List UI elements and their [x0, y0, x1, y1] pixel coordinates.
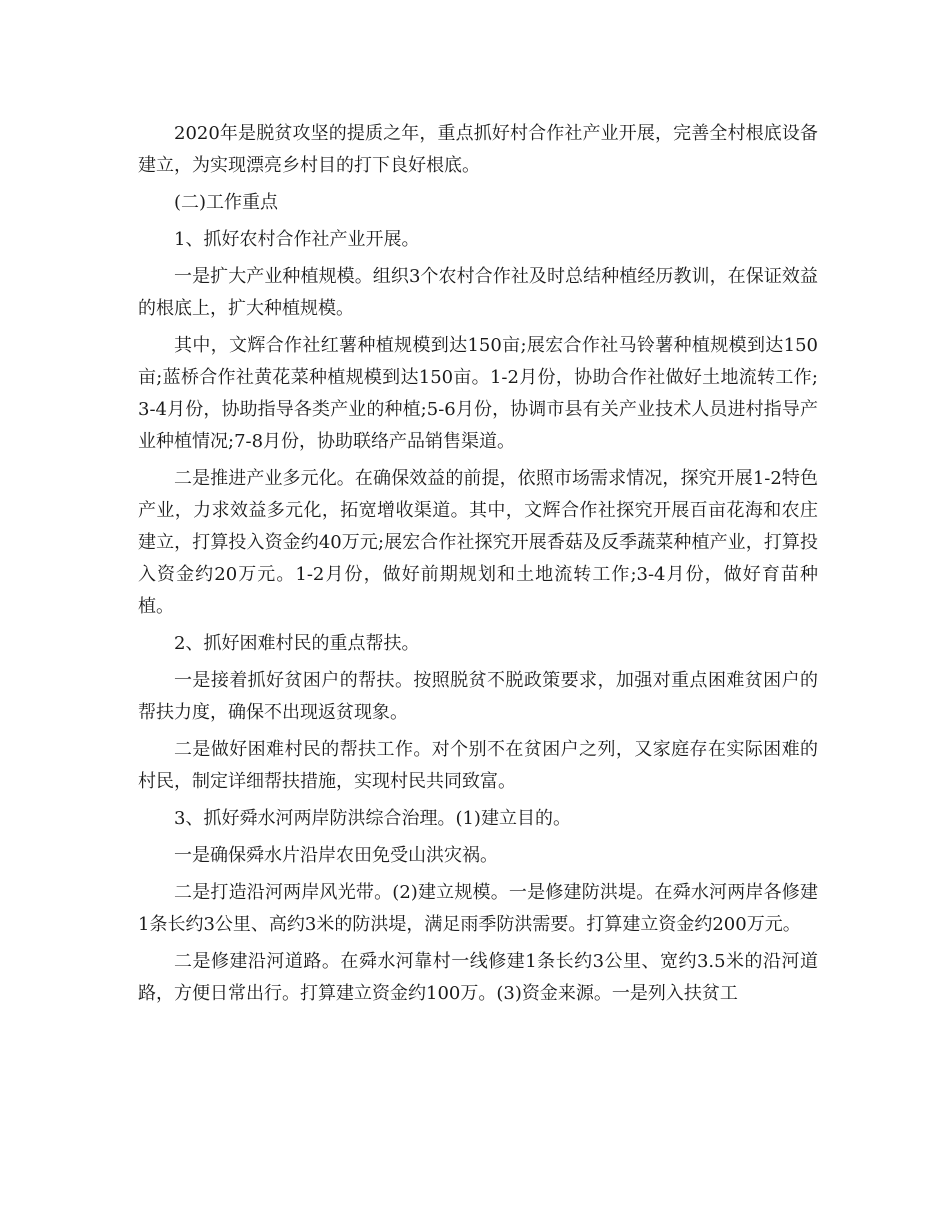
paragraph: 一是扩大产业种植规模。组织3个农村合作社及时总结种植经历教训，在保证效益的根底上，扩大种植规模。: [138, 266, 818, 319]
subsection-heading: 1、抓好农村合作社产业开展。: [174, 229, 420, 250]
document-body: [138, 118, 818, 1015]
paragraph: 其中，文辉合作社红薯种植规模到达150亩;展宏合作社马铃薯种植规模到达150亩;蓝桥合作社黄花菜种植规模到达150亩。1-2月份，协助合作社做好土地流转工作;3-4月份，协助指导各类产业的种植;5-6月份，协调市县有关产业技术人员进村指导产业种植情况;7-8月份，协助联络产品销售渠道。: [138, 335, 818, 452]
section-heading: (二)工作重点: [174, 192, 279, 213]
paragraph: 二是推进产业多元化。在确保效益的前提，依照市场需求情况，探究开展1-2特色产业，力求效益多元化，拓宽增收渠道。其中，文辉合作社探究开展百亩花海和农庄建立，打算投入资金约40万元;展宏合作社探究开展香菇及反季蔬菜种植产业，打算投入资金约20万元。1-2月份，做好前期规划和土地流转工作;3-4月份，做好育苗种植。: [138, 468, 818, 617]
subsection-heading: 2、抓好困难村民的重点帮扶。: [174, 633, 420, 654]
paragraph: 二是打造沿河两岸风光带。(2)建立规模。一是修建防洪堤。在舜水河两岸各修建1条长约3公里、高约3米的防洪堤，满足雨季防洪需要。打算建立资金约200万元。: [138, 882, 818, 935]
paragraph: 2020年是脱贫攻坚的提质之年，重点抓好村合作社产业开展，完善全村根底设备建立，为实现漂亮乡村目的打下良好根底。: [138, 123, 818, 176]
paragraph: 二是做好困难村民的帮扶工作。对个别不在贫困户之列，又家庭存在实际困难的村民，制定详细帮扶措施，实现村民共同致富。: [138, 739, 818, 792]
paragraph: 一是接着抓好贫困户的帮扶。按照脱贫不脱政策要求，加强对重点困难贫困户的帮扶力度，确保不出现返贫现象。: [138, 670, 818, 723]
paragraph: 二是修建沿河道路。在舜水河靠村一线修建1条长约3公里、宽约3.5米的沿河道路，方便日常出行。打算建立资金约100万。(3)资金来源。一是列入扶贫工: [138, 951, 818, 1004]
subsection-heading: 3、抓好舜水河两岸防洪综合治理。(1)建立目的。: [174, 808, 571, 829]
paragraph: 一是确保舜水片沿岸农田免受山洪灾祸。: [174, 845, 498, 866]
